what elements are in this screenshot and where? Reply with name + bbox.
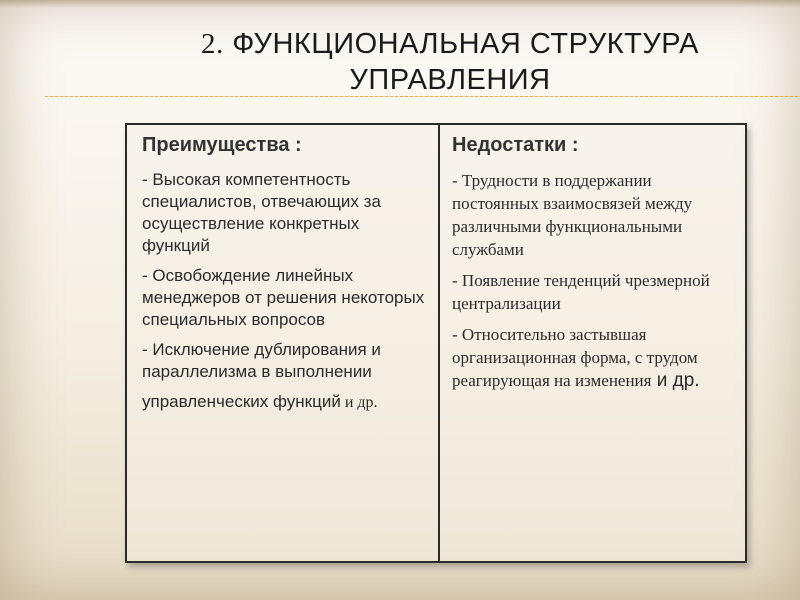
advantages-column: [127, 125, 440, 561]
advantage-item-last-tail: и др.: [340, 394, 378, 411]
disadvantage-item-last-text: - Относительно застывшая организационная форма, с трудом реагирующая на изменения: [452, 325, 698, 390]
disadvantage-item-last: [452, 323, 735, 392]
advantage-item: - Исключение дублирования и параллелизма в выполнении: [142, 340, 381, 381]
advantage-item-last-text: управленческих функций: [142, 392, 341, 411]
advantages-header: Преимущества :: [142, 134, 302, 156]
title-divider: [45, 96, 800, 97]
slide-title-number: 2.: [200, 28, 224, 60]
slide-title: [130, 26, 770, 98]
advantage-item: - Освобождение линейных менеджеров от решения некоторых специальных вопросов: [142, 266, 425, 329]
comparison-table: [125, 123, 747, 563]
disadvantage-item-last-tail: и др.: [651, 370, 700, 391]
disadvantage-item: - Появление тенденций чрезмерной централизации: [452, 271, 710, 313]
slide-top-shade: [0, 0, 800, 8]
disadvantage-item: - Трудности в поддержании постоянных взаимосвязей между различными функциональными службами: [452, 171, 693, 259]
disadvantages-column: [440, 125, 745, 561]
advantage-item: - Высокая компетентность специалистов, отвечающих за осуществление конкретных функций: [142, 170, 381, 255]
disadvantages-header: Недостатки :: [452, 134, 579, 156]
advantage-item-last: [142, 391, 428, 414]
slide-title-text: ФУНКЦИОНАЛЬНАЯ СТРУКТУРА УПРАВЛЕНИЯ: [232, 28, 700, 96]
